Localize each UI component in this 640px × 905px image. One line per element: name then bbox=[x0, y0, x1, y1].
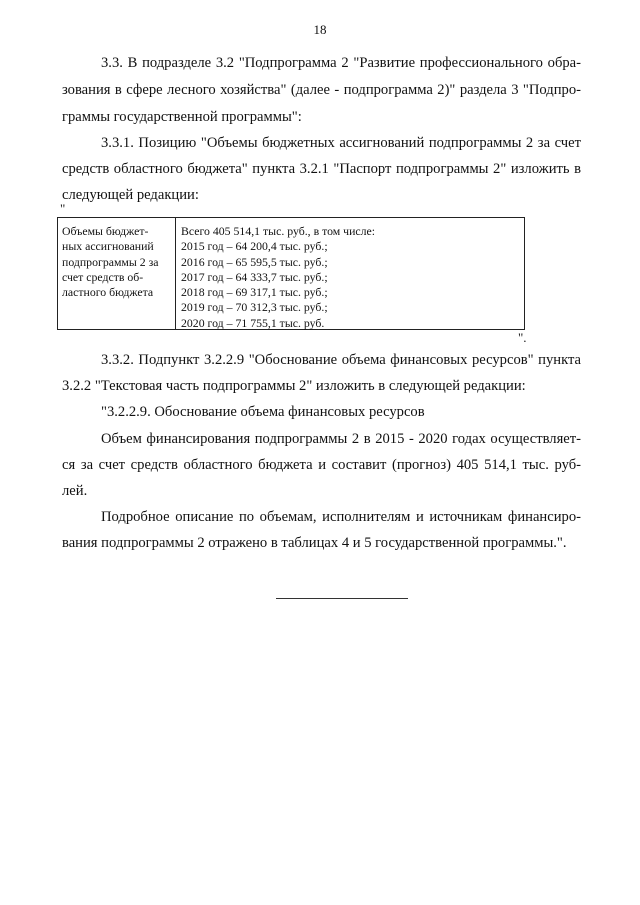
table-label-line: Объемы бюджет- bbox=[62, 224, 149, 238]
table-year-line: 2018 год – 69 317,1 тыс. руб.; bbox=[181, 285, 328, 300]
table-label-line: счет средств об- bbox=[62, 269, 144, 284]
table-label-line: ных ассигнований bbox=[62, 239, 154, 254]
section-3-3-line-2: зования в сфере лесного хозяйства" (далее - подпрограмма 2)" раздела 3 "Подпро- bbox=[62, 82, 581, 98]
budget-table bbox=[57, 217, 525, 330]
section-3-3-1-line-3: следующей редакции: bbox=[62, 187, 199, 203]
table-year-line: 2015 год – 64 200,4 тыс. руб.; bbox=[181, 239, 328, 254]
table-label-line: подпрограммы 2 за bbox=[62, 254, 159, 269]
table-label-cell bbox=[58, 218, 176, 329]
page-number: 18 bbox=[313, 22, 327, 37]
section-3-3-2-line-1: 3.3.2. Подпункт 3.2.2.9 "Обоснование объема финансовых ресурсов" пункта bbox=[101, 352, 581, 368]
financing-line-2: ся за счет средств областного бюджета и составит (прогноз) 405 514,1 тыс. руб- bbox=[62, 457, 581, 473]
table-total-line: Всего 405 514,1 тыс. руб., в том числе: bbox=[181, 224, 376, 238]
section-3-3-line-3: граммы государственной программы": bbox=[62, 109, 302, 125]
section-3-3-line-1: 3.3. В подразделе 3.2 "Подпрограмма 2 "Развитие профессионального обра- bbox=[101, 55, 581, 71]
table-year-line: 2017 год – 64 333,7 тыс. руб.; bbox=[181, 269, 328, 284]
table-label-line: ластного бюджета bbox=[62, 285, 154, 300]
table-values-cell bbox=[176, 218, 379, 329]
financing-line-3: лей. bbox=[62, 483, 88, 499]
section-3-3-2-line-2: 3.2.2 "Текстовая часть подпрограммы 2" изложить в следующей редакции: bbox=[62, 378, 526, 394]
financing-line-1: Объем финансирования подпрограммы 2 в 2015 - 2020 годах осуществляет- bbox=[101, 431, 581, 447]
section-3-3-1-line-2: средств областного бюджета" пункта 3.2.1 "Паспорт подпрограммы 2" изложить в bbox=[62, 161, 581, 177]
separator-line bbox=[276, 598, 408, 599]
closing-quote: ". bbox=[518, 330, 527, 345]
table-year-line: 2016 год – 65 595,5 тыс. руб.; bbox=[181, 254, 328, 269]
table-year-line: 2020 год – 71 755,1 тыс. руб. bbox=[181, 315, 325, 330]
section-3-3-2-line-3: "3.2.2.9. Обоснование объема финансовых ресурсов bbox=[101, 404, 425, 420]
section-3-3-1-line-1: 3.3.1. Позицию "Объемы бюджетных ассигнований подпрограммы 2 за счет bbox=[101, 135, 581, 151]
description-line-1: Подробное описание по объемам, исполнителям и источникам финансиро- bbox=[101, 509, 581, 525]
table-year-line: 2019 год – 70 312,3 тыс. руб.; bbox=[181, 300, 328, 315]
opening-quote: " bbox=[60, 201, 66, 216]
description-line-2: вания подпрограммы 2 отражено в таблицах 4 и 5 государственной программы.". bbox=[62, 535, 567, 551]
